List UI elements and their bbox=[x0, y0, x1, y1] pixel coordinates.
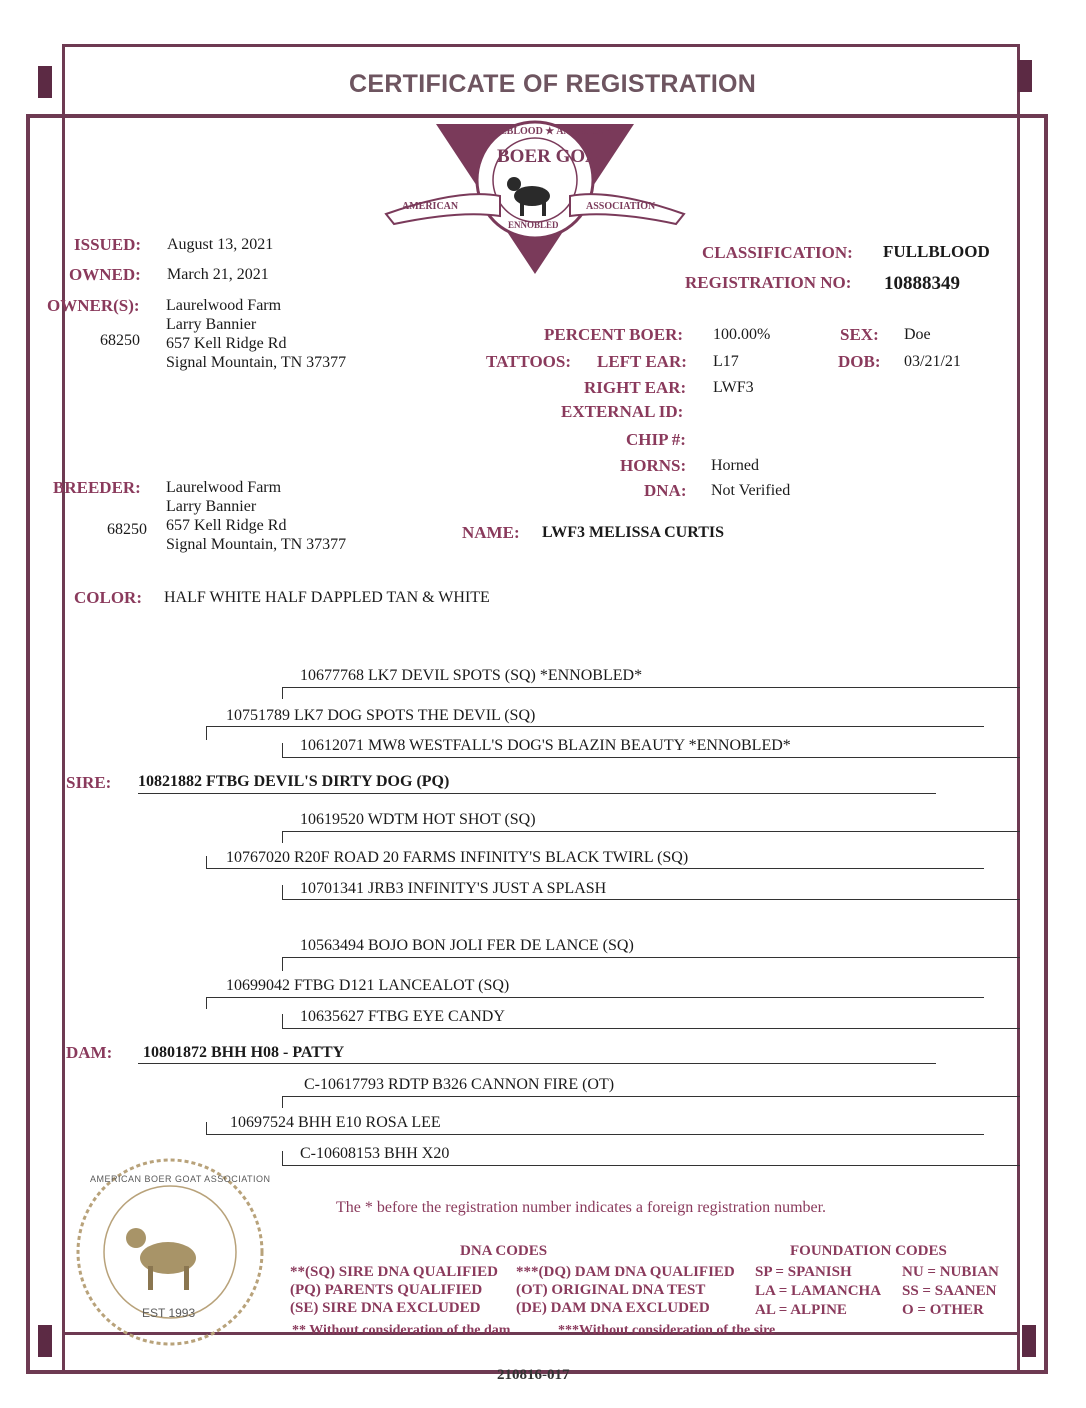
dna-value: Not Verified bbox=[711, 482, 791, 499]
pedigree-sd: 10767020 R20F ROAD 20 FARMS INFINITY'S BLACK TWIRL (SQ) bbox=[226, 849, 689, 866]
external-id-label: EXTERNAL ID: bbox=[561, 402, 684, 421]
pedigree-ss: 10751789 LK7 DOG SPOTS THE DEVIL (SQ) bbox=[226, 707, 536, 724]
owned-label: OWNED: bbox=[69, 265, 141, 284]
foreign-note: The * before the registration number indicates a foreign registration number. bbox=[336, 1199, 827, 1216]
foundation-code-2: LA = LAMANCHA bbox=[755, 1283, 882, 1299]
certificate-title: CERTIFICATE OF REGISTRATION bbox=[349, 70, 757, 98]
dob-label: DOB: bbox=[838, 352, 881, 371]
foundation-code-3: AL = ALPINE bbox=[755, 1302, 847, 1318]
issued-label: ISSUED: bbox=[74, 235, 142, 254]
percent-boer-value: 100.00% bbox=[713, 326, 771, 343]
dna-note-2: ***Without consideration of the sire bbox=[558, 1323, 776, 1338]
dna-code-4: ***(DQ) DAM DNA QUALIFIED bbox=[516, 1264, 735, 1280]
owner-line-1: Laurelwood Farm bbox=[166, 297, 282, 314]
sex-label: SEX: bbox=[840, 325, 879, 344]
pedigree-sds: 10619520 WDTM HOT SHOT (SQ) bbox=[300, 811, 536, 828]
classification-value: FULLBLOOD bbox=[883, 242, 990, 261]
registration-no-label: REGISTRATION NO: bbox=[685, 273, 852, 292]
pedigree-sdd: 10701341 JRB3 INFINITY'S JUST A SPLASH bbox=[300, 880, 607, 897]
foundation-code-4: NU = NUBIAN bbox=[902, 1264, 999, 1280]
owned-value: March 21, 2021 bbox=[167, 266, 269, 283]
dna-code-2: (PQ) PARENTS QUALIFIED bbox=[290, 1282, 483, 1298]
right-ear-value: LWF3 bbox=[713, 379, 754, 396]
horns-value: Horned bbox=[711, 457, 759, 474]
logo-top-text: FULLBLOOD ★ AMERICAN bbox=[480, 126, 613, 137]
abga-logo bbox=[380, 118, 690, 278]
left-ear-value: L17 bbox=[713, 353, 739, 370]
dna-code-5: (OT) ORIGINAL DNA TEST bbox=[516, 1282, 706, 1298]
foundation-codes-heading: FOUNDATION CODES bbox=[790, 1243, 947, 1259]
issued-value: August 13, 2021 bbox=[167, 236, 274, 253]
sex-value: Doe bbox=[904, 326, 931, 343]
percent-boer-label: PERCENT BOER: bbox=[544, 325, 684, 344]
dna-label: DNA: bbox=[644, 481, 687, 500]
breeder-line-4: Signal Mountain, TN 37377 bbox=[166, 536, 347, 553]
owners-label: OWNER(S): bbox=[47, 296, 140, 315]
owner-line-4: Signal Mountain, TN 37377 bbox=[166, 354, 347, 371]
dna-code-3: (SE) SIRE DNA EXCLUDED bbox=[290, 1300, 481, 1316]
logo-graphic bbox=[380, 118, 690, 278]
breeder-line-1: Laurelwood Farm bbox=[166, 479, 282, 496]
left-ear-label: LEFT EAR: bbox=[597, 352, 687, 371]
color-value: HALF WHITE HALF DAPPLED TAN & WHITE bbox=[164, 589, 490, 606]
owner-line-3: 657 Kell Ridge Rd bbox=[166, 335, 287, 352]
animal-name: LWF3 MELISSA CURTIS bbox=[542, 524, 725, 541]
owner-id: 68250 bbox=[100, 332, 140, 349]
chip-label: CHIP #: bbox=[626, 430, 686, 449]
pedigree-ssd: 10612071 MW8 WESTFALL'S DOG'S BLAZIN BEAUTY *ENNOBLED* bbox=[300, 737, 791, 754]
pedigree-dsd: 10635627 FTBG EYE CANDY bbox=[300, 1008, 505, 1025]
foundation-code-6: O = OTHER bbox=[902, 1302, 984, 1318]
dna-codes-heading: DNA CODES bbox=[460, 1243, 548, 1259]
right-ear-label: RIGHT EAR: bbox=[584, 378, 687, 397]
breeder-label: BREEDER: bbox=[53, 478, 141, 497]
dna-code-1: **(SQ) SIRE DNA QUALIFIED bbox=[290, 1264, 498, 1280]
pedigree-sss: 10677768 LK7 DEVIL SPOTS (SQ) *ENNOBLED* bbox=[300, 667, 643, 684]
registration-no-value: 10888349 bbox=[884, 273, 960, 294]
pedigree-ds: 10699042 FTBG D121 LANCEALOT (SQ) bbox=[226, 977, 510, 994]
pedigree-dss: 10563494 BOJO BON JOLI FER DE LANCE (SQ) bbox=[300, 937, 634, 954]
color-label: COLOR: bbox=[74, 588, 142, 607]
dam-label: DAM: bbox=[66, 1043, 113, 1062]
logo-bottom-text: ENNOBLED bbox=[508, 220, 559, 230]
logo-right-text: ASSOCIATION bbox=[586, 201, 656, 212]
pedigree-dds: C-10617793 RDTP B326 CANNON FIRE (OT) bbox=[304, 1076, 615, 1093]
logo-left-text: AMERICAN bbox=[402, 201, 459, 212]
breeder-line-2: Larry Bannier bbox=[166, 498, 257, 515]
dna-note-1: ** Without consideration of the dam bbox=[292, 1323, 511, 1338]
seal-ring-text: AMERICAN BOER GOAT ASSOCIATION bbox=[90, 1174, 271, 1184]
logo-main-text: BOER GOAT bbox=[497, 146, 611, 167]
pedigree-ddd: C-10608153 BHH X20 bbox=[300, 1145, 450, 1162]
dna-code-6: (DE) DAM DNA EXCLUDED bbox=[516, 1300, 710, 1316]
name-label: NAME: bbox=[462, 523, 520, 542]
classification-label: CLASSIFICATION: bbox=[702, 243, 853, 262]
foundation-code-5: SS = SAANEN bbox=[902, 1283, 997, 1299]
sire-label: SIRE: bbox=[66, 773, 112, 792]
seal-est: EST 1993 bbox=[142, 1306, 196, 1320]
dob-value: 03/21/21 bbox=[904, 353, 961, 370]
document-number: 210816-017 bbox=[497, 1367, 570, 1383]
pedigree-dam: 10801872 BHH H08 - PATTY bbox=[143, 1044, 345, 1061]
pedigree-sire: 10821882 FTBG DEVIL'S DIRTY DOG (PQ) bbox=[138, 773, 450, 790]
tattoos-label: TATTOOS: bbox=[486, 352, 572, 371]
horns-label: HORNS: bbox=[620, 456, 687, 475]
breeder-id: 68250 bbox=[107, 521, 147, 538]
foundation-code-1: SP = SPANISH bbox=[755, 1264, 852, 1280]
association-seal bbox=[72, 1154, 271, 1350]
pedigree-dd: 10697524 BHH E10 ROSA LEE bbox=[230, 1114, 441, 1131]
breeder-line-3: 657 Kell Ridge Rd bbox=[166, 517, 287, 534]
owner-line-2: Larry Bannier bbox=[166, 316, 257, 333]
